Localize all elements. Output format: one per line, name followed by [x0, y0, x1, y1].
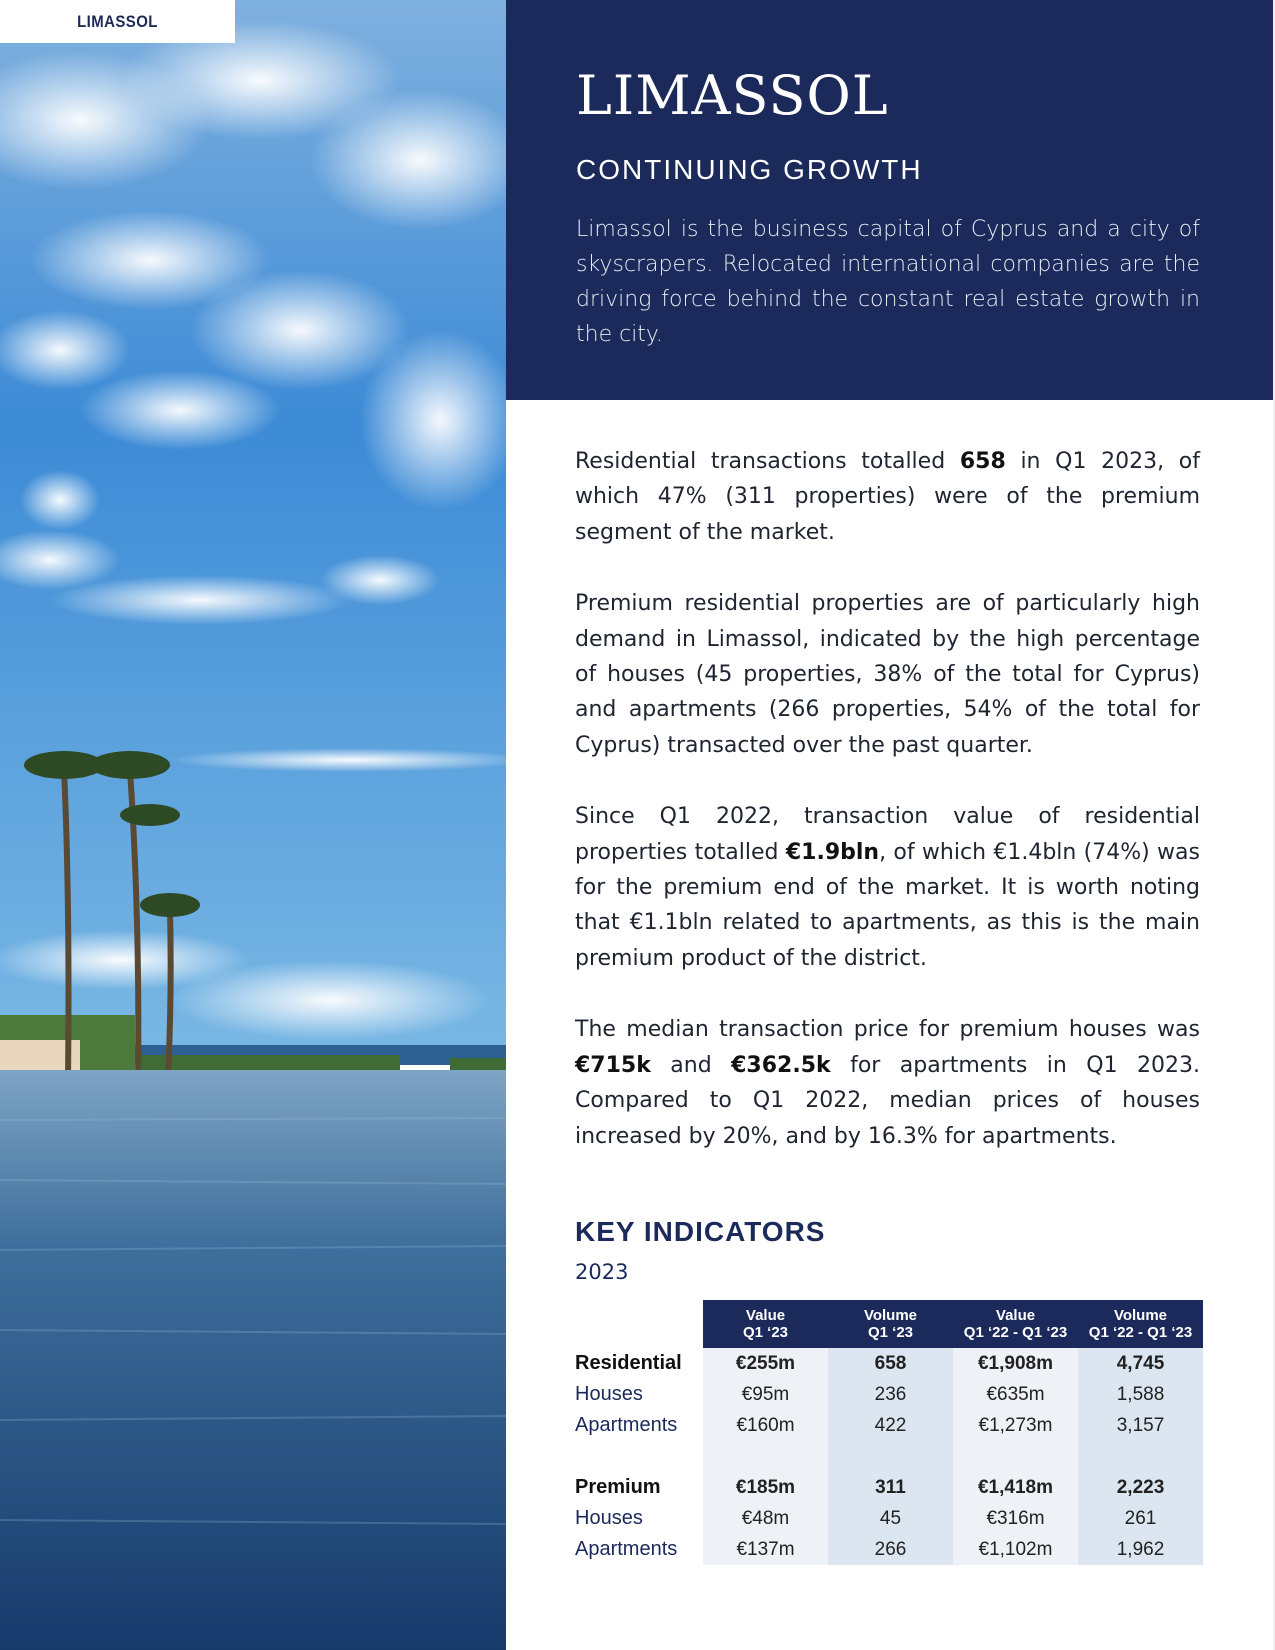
key-indicators-table [575, 1300, 1203, 1565]
table-row: Premium €185m 311 €1,418m 2,223 [575, 1472, 1203, 1503]
header-panel [506, 0, 1275, 400]
column-header: Value Q1 ‘22 - Q1 ‘23 [953, 1300, 1078, 1348]
paragraph-premium-demand: Premium residential properties are of particularly high demand in Limassol, indicated by the high percentage of houses (45 properties, 38% of the total for Cyprus) and apartments (266 properties, 54% of the total for Cyprus) transacted over the past quarter. [575, 591, 1200, 758]
paragraph-transaction-value: Since Q1 2022, transaction value of residential properties totalled €1.9bln, of which €1.4bln (74%) was for the premium end of the market. It is worth noting that €1.1bln related to apartments, as this is the main premium product of the district. [575, 804, 1200, 971]
table-row: Apartments €160m 422 €1,273m 3,157 [575, 1410, 1203, 1441]
body-text [575, 444, 1200, 1190]
column-header: Value Q1 ‘23 [703, 1300, 828, 1348]
table-spacer-row [575, 1441, 1203, 1472]
column-header: Volume Q1 ‘22 - Q1 ‘23 [1078, 1300, 1203, 1348]
hero-photo [0, 0, 506, 1650]
page-title: LIMASSOL [576, 64, 889, 127]
intro-paragraph: Limassol is the business capital of Cyprus and a city of skyscrapers. Relocated international companies are the driving force behind the constant real estate growth in the city. [576, 217, 1200, 347]
paragraph-median-price: The median transaction price for premium houses was €715k and €362.5k for apartments in Q1 2023. Compared to Q1 2022, median prices of houses increased by 20%, and by 16.3% for apartments. [575, 1017, 1200, 1149]
column-header: Volume Q1 ‘23 [828, 1300, 953, 1348]
table-row: Apartments €137m 266 €1,102m 1,962 [575, 1534, 1203, 1565]
section-tag: LIMASSOL [0, 0, 235, 43]
table-row: Residential €255m 658 €1,908m 4,745 [575, 1348, 1203, 1379]
table-header-row [575, 1300, 1203, 1348]
pool-palm-photo [0, 0, 506, 1650]
table-row: Houses €95m 236 €635m 1,588 [575, 1379, 1203, 1410]
page-subtitle: CONTINUING GROWTH [576, 154, 923, 185]
key-indicators-year: 2023 [575, 1260, 629, 1284]
table-row: Houses €48m 45 €316m 261 [575, 1503, 1203, 1534]
paragraph-transactions: Residential transactions totalled 658 in Q1 2023, of which 47% (311 properties) were of the premium segment of the market. [575, 449, 1200, 545]
key-indicators-title: KEY INDICATORS [575, 1216, 826, 1247]
